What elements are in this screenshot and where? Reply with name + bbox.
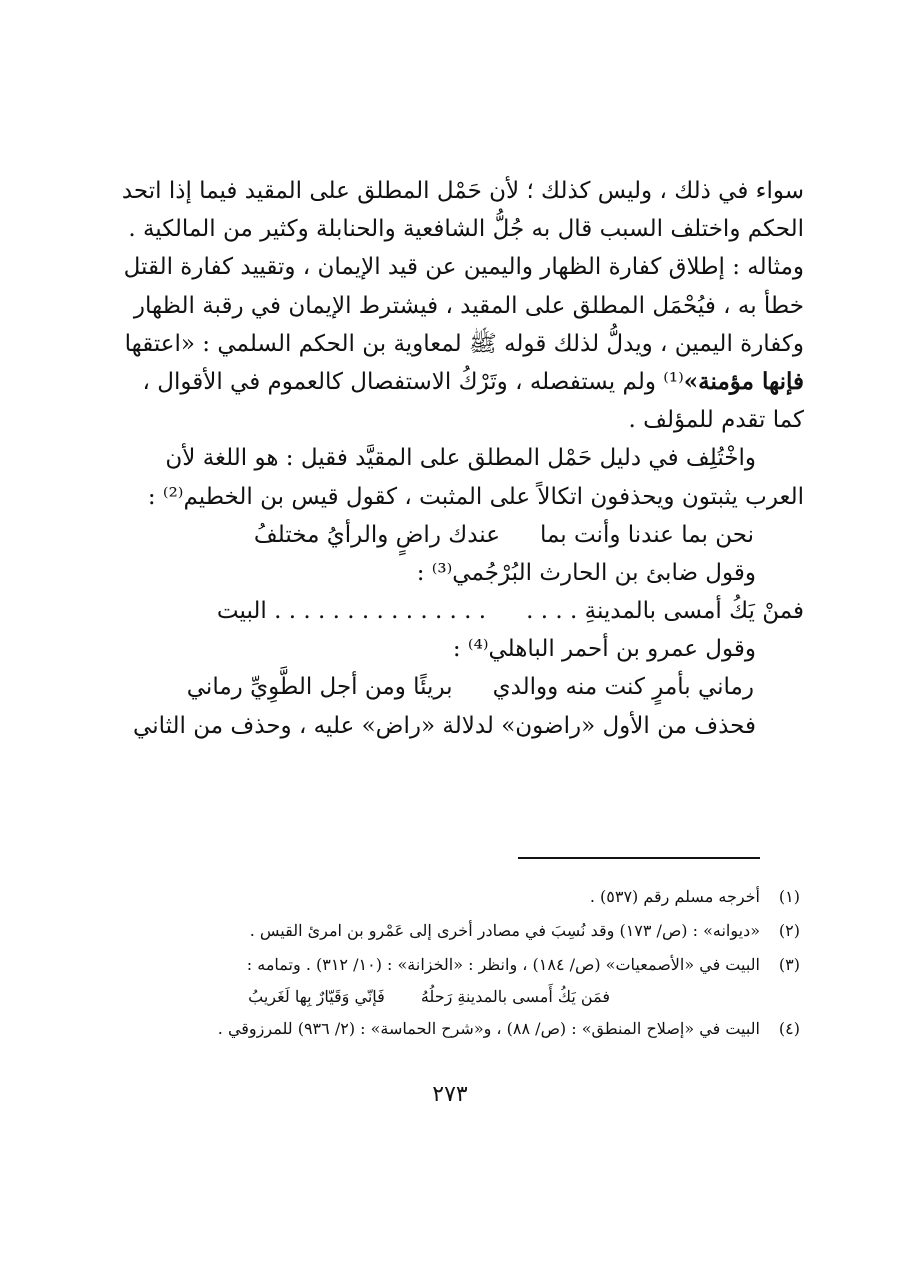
- main-text: [110, 172, 804, 745]
- page-number: ٢٧٣: [432, 1082, 468, 1107]
- text-line-1: سواء في ذلك ، وليس كذلك ؛ لأن حَمْل المطلق على المقيد فيما إذا اتحد: [121, 178, 804, 204]
- text-line-4: خطأ به ، فيُحْمَل المطلق على المقيد ، فيشترط الإيمان في رقبة الظهار: [133, 292, 804, 319]
- footnotes: [110, 880, 800, 1046]
- footnote-text: «ديوانه» : (ص/ ١٧٣) وقد نُسِبَ في مصادر أخرى إلى عَمْرو بن امرئ القيس .: [249, 921, 760, 940]
- footnote-number: (١): [778, 887, 800, 906]
- text-line-9: العرب يثبتون ويحذفون اتكالاً على المثبت ، كقول قيس بن الخطيم⁽²⁾ :: [147, 483, 804, 510]
- footnote-text: البيت في «إصلاح المنطق» : (ص/ ٨٨) ، و«شرح الحماسة» : (٢/ ٩٣٦) للمرزوقي .: [217, 1019, 760, 1038]
- text-line-15: فحذف من الأول «راضون» لدلالة «راض» عليه ، وحذف من الثاني: [133, 712, 756, 739]
- footnote-4: [110, 1012, 800, 1046]
- verse-1-first-hemistich: نحن بما عندنا وأنت بما: [539, 521, 754, 548]
- footnote-2: [110, 914, 800, 948]
- verse-3-second-hemistich: بريئًا ومن أجل الطَّوِيِّ رماني: [186, 674, 453, 701]
- text-line-6: [110, 363, 804, 401]
- text-line-6-rest: ⁽¹⁾ ولم يستفصله ، وتَرْكُ الاستفصال كالعموم في الأقوال ،: [142, 368, 684, 395]
- verse-1-second-hemistich: عندك راضٍ والرأيُ مختلفُ: [253, 521, 500, 548]
- footnote-text: البيت في «الأصمعيات» (ص/ ١٨٤) ، وانظر : «الخزانة» : (١٠/ ٣١٢) . وتمامه :: [246, 955, 760, 974]
- poem-verse-1: [110, 516, 804, 554]
- text-line-3: ومثاله : إطلاق كفارة الظهار واليمين عن قيد الإيمان ، وتقييد كفارة القتل: [123, 254, 804, 281]
- verse-2-first-hemistich: فمنْ يَكُ أمسى بالمدينةِ . . . .: [526, 598, 804, 625]
- text-line-7: كما تقدم للمؤلف .: [628, 407, 804, 434]
- text-line-11: وقول ضابئ بن الحارث البُرْجُمي⁽³⁾ :: [416, 559, 756, 586]
- poem-verse-2: [110, 592, 804, 630]
- footnote-number: (٢): [778, 921, 800, 940]
- footnote-verse-first-hemistich: فمَن يَكُ أَمسى بالمدينةِ رَحلُهُ: [420, 987, 610, 1006]
- footnote-number: (٣): [778, 955, 800, 974]
- footnote-3: [110, 948, 800, 982]
- footnote-separator: [518, 857, 760, 859]
- verse-2-second-hemistich: . . . . . . . . . . . . . . . البيت: [216, 598, 487, 625]
- hadith-quote: فإنها مؤمنة»: [683, 367, 804, 395]
- text-line-8: واخْتُلِف في دليل حَمْل المطلق على المقيَّد فقيل : هو اللغة لأن: [165, 445, 756, 472]
- footnote-3-verse: [110, 982, 800, 1012]
- verse-3-first-hemistich: رماني بأمرٍ كنت منه ووالدي: [492, 674, 754, 701]
- footnote-number: (٤): [778, 1019, 800, 1038]
- poem-verse-3: [110, 668, 804, 706]
- text-line-2: الحكم واختلف السبب قال به جُلُّ الشافعية والحنابلة وكثير من المالكية .: [128, 216, 804, 243]
- footnote-text: أخرجه مسلم رقم (٥٣٧) .: [589, 887, 760, 906]
- footnote-verse-second-hemistich: فَإنّي وَقَيّارٌ بِها لَغَريبُ: [248, 987, 385, 1006]
- text-line-5: وكفارة اليمين ، ويدلُّ لذلك قوله ﷺ لمعاوية بن الحكم السلمي : «اعتقها: [124, 330, 804, 357]
- footnote-1: [110, 880, 800, 914]
- text-line-13: وقول عمرو بن أحمر الباهلي⁽⁴⁾ :: [452, 636, 756, 663]
